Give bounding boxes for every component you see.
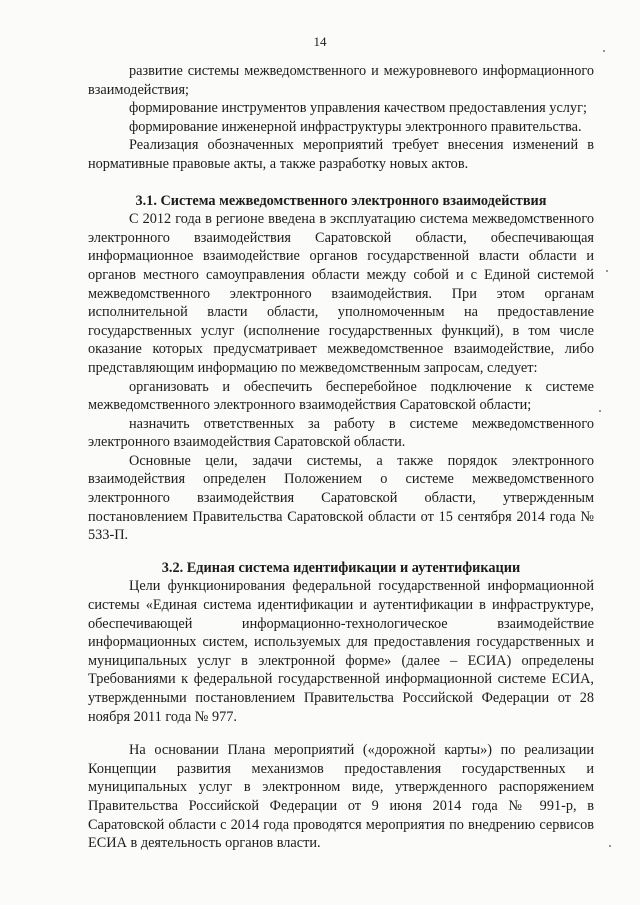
section1-paragraph-4: Основные цели, задачи системы, а также порядок электронного взаимодействия определен Положением о системе межведомственного электронного взаимодействия Саратовской области, утвержденным постановлением Правительства Саратовской области от 15 сентября 2014 года № 533-П. <box>88 452 594 544</box>
scan-speck <box>599 410 601 412</box>
document-body <box>88 62 594 853</box>
scan-speck <box>606 270 608 272</box>
section2-paragraph-2: На основании Плана мероприятий («дорожной карты») по реализации Концепции развития механизмов предоставления государственных и муниципальных услуг в электронном виде, утвержденного распоряжением Правительства Российской Федерации от 9 июня 2014 года № 991-р, в Саратовской области с 2014 года проводятся мероприятия по внедрению сервисов ЕСИА в деятельность органов власти. <box>88 742 594 852</box>
intro-paragraph-3: формирование инженерной инфраструктуры электронного правительства. <box>129 118 582 135</box>
scan-speck <box>603 50 605 52</box>
page-number: 14 <box>313 34 327 49</box>
section-heading-3-1: 3.1. Система межведомственного электронного взаимодействия <box>135 192 547 209</box>
scan-speck <box>609 845 611 847</box>
intro-paragraph-2: формирование инструментов управления качеством предоставления услуг; <box>129 100 587 117</box>
intro-paragraph-1: развитие системы межведомственного и межуровневого информационного взаимодействия; <box>88 63 594 98</box>
intro-paragraph-4: Реализация обозначенных мероприятий требует внесения изменений в нормативные правовые акты, а также разработку новых актов. <box>88 137 594 172</box>
section-heading-3-2: 3.2. Единая система идентификации и аутентификации <box>161 559 521 576</box>
section1-paragraph-1: С 2012 года в регионе введена в эксплуатацию система межведомственного электронного взаимодействия Саратовской области, обеспечивающая информационное взаимодействие органов государственной власти области и органов местного самоуправления области между собой и с Единой системой межведомственного электронного взаимодействия. При этом органам исполнительной власти области, уполномоченным на предоставление государственных услуг (исполнение государственных функций), в том числе оказание которых предусматривает межведомственное взаимодействие, либо представляющим информацию по межведомственным запросам, следует: <box>88 211 594 376</box>
section2-paragraph-1: Цели функционирования федеральной государственной информационной системы «Единая система идентификации и аутентификации в инфраструктуре, обеспечивающей информационно-технологическое взаимодействие информационных систем, используемых для предоставления государственных и муниципальных услуг в электронной форме» (далее – ЕСИА) определены Требованиями к федеральной государственной информационной системе ЕСИА, утвержденными постановлением Правительства Российской Федерации от 28 ноября 2011 года № 977. <box>88 578 594 725</box>
section1-paragraph-2: организовать и обеспечить бесперебойное подключение к системе межведомственного электронного взаимодействия Саратовской области; <box>88 378 594 414</box>
section1-paragraph-3: назначить ответственных за работу в системе межведомственного электронного взаимодействия Саратовской области. <box>88 415 594 451</box>
